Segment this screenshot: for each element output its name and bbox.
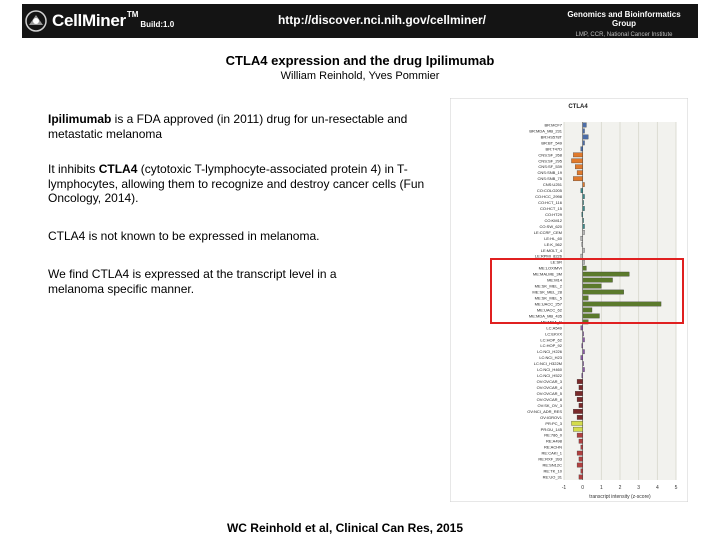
chart-category-label: OV:OVCAR_8: [536, 396, 562, 402]
chart-category-label: LC:NCI_H460: [537, 367, 562, 373]
chart-category-label: LC:NCI_H322M: [533, 361, 562, 367]
chart-bar: [579, 385, 583, 389]
citation-footer: WC Reinhold et al, Clinical Can Res, 2015: [226, 521, 464, 535]
chart-category-label: ME:UACC_257: [534, 301, 562, 307]
logo-build: Build:1.0: [140, 19, 175, 29]
chart-category-label: BR:HS578T: [540, 134, 562, 140]
chart-bar: [583, 123, 587, 127]
chart-bar: [579, 439, 583, 443]
chart-bar: [583, 218, 584, 222]
chart-bar: [582, 242, 583, 246]
logo-text: CellMiner: [52, 11, 126, 30]
chart-category-label: RE:ACHN: [543, 444, 562, 450]
chart-bar: [579, 457, 583, 461]
chart-category-label: OV:IGROV1: [540, 414, 562, 420]
chart-category-label: BR:MCF7: [544, 122, 562, 128]
chart-category-label: ME:SK_MEL_5: [534, 295, 562, 301]
chart-tick-label: -1: [561, 485, 567, 491]
chart-category-label: OV:NCI_ADR_RES: [527, 408, 562, 414]
chart-bar: [581, 356, 583, 360]
chart-bar: [571, 421, 582, 425]
chart-bar: [582, 373, 583, 377]
chart-category-label: ME:SK_MEL_28: [532, 289, 562, 295]
chart-category-label: BR:T47D: [545, 146, 562, 152]
chart-category-label: CO:SW_620: [539, 223, 562, 229]
paragraph-2-pre: It inhibits: [48, 162, 99, 176]
chart-bar: [577, 451, 583, 455]
chart-category-label: RE:786_0: [544, 432, 562, 438]
chart-bar: [577, 415, 583, 419]
chart-category-label: OV:OVCAR_5: [536, 390, 562, 396]
chart-bar: [583, 182, 585, 186]
chart-bar: [579, 475, 583, 479]
chart-category-label: PR:PC_3: [545, 420, 562, 426]
chart-category-label: RE:UO_31: [542, 474, 562, 480]
chart-category-label: PR:DU_145: [540, 426, 562, 432]
chart-category-label: RE:CAKI_1: [541, 450, 562, 456]
chart-bar: [583, 361, 584, 365]
chart-category-label: LC:NCI_H23: [539, 355, 562, 361]
logo-trademark: TM: [126, 9, 139, 19]
paragraph-2-text: (cytotoxic T-lymphocyte-associated protein 4) in T-lymphocytes, allowing them to recognize and destroy cancer cells (Fun Oncology, 2014).: [48, 162, 425, 205]
chart-category-label: OV:SK_OV_3: [537, 402, 562, 408]
chart-bar: [573, 177, 582, 181]
chart-bar: [583, 350, 585, 354]
chart-category-label: RE:SN12C: [542, 462, 562, 468]
chart-bar: [581, 147, 583, 151]
chart-category-label: ME:UACC_62: [536, 307, 562, 313]
chart-category-label: CNS:SNB_19: [537, 170, 562, 176]
chart-bar: [573, 153, 582, 157]
chart-tick-label: 2: [618, 485, 622, 491]
chart-category-label: CO:HCC_2998: [535, 194, 562, 200]
chart-category-label: LC:NCI_H522: [537, 373, 562, 379]
chart-bar: [583, 248, 585, 252]
chart-bar: [577, 433, 583, 437]
chart-category-label: CNS:U251: [542, 182, 562, 188]
chart-category-label: BR:MDA_MB_231: [529, 128, 562, 134]
chart-category-label: CO:HCT_15: [539, 206, 562, 212]
chart-bar: [582, 212, 583, 216]
chart-bar: [577, 397, 583, 401]
group-title: Genomics and Bioinformatics Group: [567, 10, 681, 28]
chart-category-label: RE:A498: [545, 438, 562, 444]
paragraph-not-expressed: CTLA4 is not known to be expressed in melanoma.: [48, 229, 320, 243]
chart-category-label: LE:CCRF_CEM: [533, 229, 562, 235]
chart-bar: [583, 141, 585, 145]
chart-bar: [583, 224, 585, 228]
cellminer-banner: [22, 4, 698, 38]
chart-category-label: LC:A549: [546, 325, 562, 331]
chart-category-label: CNS:SF_295: [538, 158, 562, 164]
chart-category-label: OV:OVCAR_3: [536, 379, 562, 385]
chart-bar: [583, 338, 585, 342]
chart-bar: [583, 367, 585, 371]
chart-category-label: LE:RPMI_8226: [534, 253, 562, 259]
chart-bar: [583, 194, 585, 198]
paragraph-1-text: is a FDA approved (in 2011) drug for un-resectable and metastatic melanoma: [48, 112, 408, 141]
chart-category-label: RE:TK_10: [543, 468, 562, 474]
chart-bar: [579, 403, 583, 407]
chart-category-label: CO:COLO205: [536, 188, 562, 194]
chart-bar: [575, 391, 582, 395]
chart-category-label: ME:LOXIMVI: [538, 265, 562, 271]
chart-category-label: CO:HT29: [545, 211, 562, 217]
chart-category-label: LE:K_562: [544, 241, 562, 247]
chart-bar: [571, 159, 582, 163]
paragraph-ipilimumab: [48, 112, 438, 141]
chart-bar: [573, 409, 582, 413]
chart-bar: [577, 379, 583, 383]
chart-category-label: ME:M14: [547, 277, 562, 283]
chart-bar: [581, 236, 583, 240]
group-subtitle: LMP, CCR, National Cancer Institute: [575, 32, 673, 38]
chart-bar: [583, 200, 584, 204]
chart-category-label: CNS:SNB_75: [537, 176, 562, 182]
chart-category-label: CNS:SF_268: [538, 152, 562, 158]
chart-bar: [581, 445, 583, 449]
chart-bar: [582, 344, 583, 348]
chart-tick-label: 4: [655, 485, 659, 491]
chart-bar: [583, 230, 585, 234]
chart-category-label: LE:MOLT_4: [540, 247, 562, 253]
chart-bar: [583, 129, 585, 133]
chart-tick-label: 5: [674, 485, 678, 491]
chart-category-label: CNS:SF_539: [538, 164, 562, 170]
chart-category-label: LE:HL_60: [544, 235, 562, 241]
chart-bar: [583, 135, 589, 139]
chart-title: CTLA4: [568, 104, 588, 110]
melanoma-highlight-box: [490, 258, 684, 324]
chart-category-label: OV:OVCAR_4: [536, 385, 562, 391]
chart-bar: [577, 171, 583, 175]
cellminer-logo-icon: [24, 9, 48, 33]
chart-category-label: ME:MDA_MB_435: [528, 313, 562, 319]
chart-category-label: RE:RXF_393: [538, 456, 562, 462]
chart-bar: [581, 326, 583, 330]
slide-authors: William Reinhold, Yves Pommier: [280, 70, 440, 82]
chart-category-label: LC:EKVX: [545, 331, 562, 337]
chart-category-label: ME:MDA_N: [540, 319, 562, 325]
chart-category-label: CO:KM12: [544, 217, 562, 223]
chart-category-label: ME:MALME_3M: [532, 271, 562, 277]
ctla4-term: CTLA4: [98, 162, 138, 176]
chart-bar: [575, 165, 582, 169]
chart-category-label: CO:HCT_116: [538, 200, 562, 206]
chart-tick-label: 1: [599, 485, 603, 491]
chart-bar: [583, 332, 584, 336]
group-branding: [558, 10, 690, 38]
chart-bar: [577, 463, 583, 467]
paragraph-melanoma-specific: We find CTLA4 is expressed at the transcript level in a melanoma specific manner.: [48, 267, 337, 296]
site-url-link[interactable]: http://discover.nci.nih.gov/cellminer/: [277, 13, 487, 27]
slide-title: CTLA4 expression and the drug Ipilimumab: [225, 53, 495, 68]
chart-bar: [573, 427, 582, 431]
chart-category-label: LC:HOP_92: [540, 343, 562, 349]
chart-category-label: LC:HOP_62: [540, 337, 562, 343]
chart-category-label: BR:BT_549: [541, 140, 562, 146]
chart-bar: [581, 469, 583, 473]
ipilimumab-term: Ipilimumab: [48, 112, 112, 126]
chart-category-label: LC:NCI_H226: [537, 349, 562, 355]
chart-tick-label: 3: [637, 485, 641, 491]
cellminer-logo[interactable]: [24, 8, 174, 34]
chart-tick-label: 0: [581, 485, 585, 491]
chart-xlabel: transcript intensity (z-score): [589, 494, 651, 500]
chart-bar: [583, 206, 585, 210]
chart-category-label: ME:SK_MEL_2: [534, 283, 562, 289]
chart-bar: [581, 188, 583, 192]
paragraph-ctla4-inhibit: [48, 162, 433, 206]
chart-category-label: LE:SR: [550, 259, 562, 265]
